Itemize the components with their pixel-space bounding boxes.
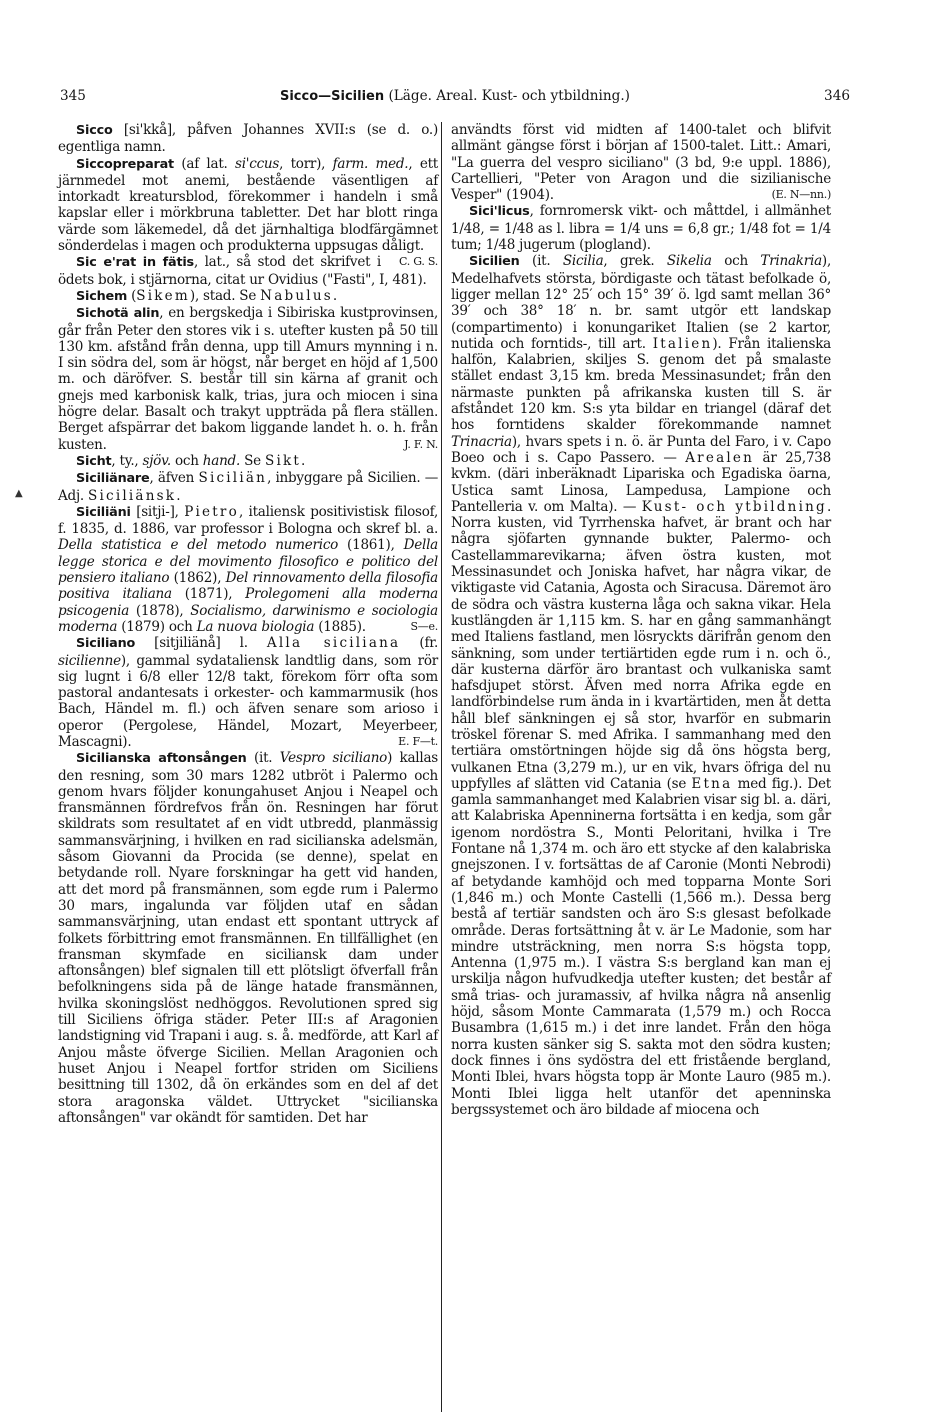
headword: Sici'licus xyxy=(469,204,530,220)
entry-sichem xyxy=(58,288,438,305)
spaced-term: Pietro xyxy=(184,503,239,520)
entry-sicilianare xyxy=(58,470,438,504)
fraction: 1/48 xyxy=(738,220,769,237)
headword: Siciliänare xyxy=(76,471,150,487)
page-number-left: 345 xyxy=(60,88,86,104)
cross-reference: Etna xyxy=(691,775,733,792)
headword: Sichotä alin xyxy=(76,306,160,322)
headword: Sic e'rat in fätis xyxy=(76,255,194,271)
entry-text: med fig.). Det gamla sammanhanget med Kalabrien visar sig bl. a. däri, att Kalabriska Apenninerna fortsätta i en kedja, som går igenom nordöstra S., Monti Peloritani, hvilka i Tre Fontane nå 1,374 m. och äro ett stycke af den kalabriska gnejszonen. I v. fortsättas de af Caronie (Monti Nebrodi) af betydande kamhöjd och med topparna Monte Sori (1,846 m.) och Monte Castelli (1,566 m.). Dessa berg bestå af tertiär sandsten och äro S:s glesast befolkade område. Deras fortsättning åt v. är Le Madonie, som har mindre utsträckning, men norra S:s högsta topp, Antenna (1,975 m.). I västra S:s bergland kan man ej urskilja någon hufvudkedja utefter kusten; det består af små trias- och juramassiv, af hvilka några nå ansenlig höjd, såsom Monte Cammarata (1,579 m.) och Rocca Busambra (1,615 m.) i det inre landet. Från den höga norra kusten sänker sig S. sakta mot den södra kusten; dock finnes i öns sydöstra del ett fristående bergland, Monti Iblei, hvars högsta topp är Monte Lauro (985 m.). Monti Iblei ligga helt utanför det apenninska bergssystemet och äro bildade af miocena och xyxy=(451,775,831,1118)
entry-text: ), gammal sydataliensk landtlig dans, som rör sig lugnt i xyxy=(58,652,438,685)
entry-text: och xyxy=(170,452,203,469)
entry-text: (1879) och xyxy=(117,618,197,635)
headword: Sicco xyxy=(76,123,113,138)
entry-text: ( xyxy=(127,287,137,304)
italic-term: Sicilia xyxy=(562,253,604,270)
book-title: La nuova biologia xyxy=(196,618,315,635)
entry-text: ). Från italienska halfön, Kalabrien, skiljes S. genom det på smalaste stället endast 3,15 km. breda Messinasundet; från den närmaste punkten på afrikanska kusten till S. är afståndet 120 km. S:s yta bildar en triangel (däraf det hos forntidens skalder förekommande namnet xyxy=(451,335,831,434)
spaced-term: Alla siciliana xyxy=(266,635,401,652)
spaced-term: Siciliänsk xyxy=(88,487,177,504)
entry-text: (1885). xyxy=(314,618,366,635)
running-title-headwords: Sicco—Sicilien xyxy=(279,89,385,104)
fraction: 1/4 xyxy=(809,220,831,237)
entry-text: , äfven xyxy=(149,470,199,487)
italic-term: Trinacria xyxy=(451,433,512,450)
entry-sicilicus xyxy=(451,203,831,253)
fraction: 1/48 xyxy=(485,237,516,254)
entry-text: [sitji-], xyxy=(130,503,185,520)
entry-siciliano xyxy=(58,635,438,750)
entry-text: (1862), xyxy=(169,570,226,587)
entry-text: (it. xyxy=(246,750,280,767)
left-column xyxy=(58,122,438,1126)
entry-text: . Norra kusten, vid Tyrrhenska hafvet, är brant och har några sjöfarten gynnande bukter, Palermo- och Castellammarevikarna; äfven östra kusten, mot Messinasundet och Joniska hafvet, har några vikar, de viktigaste vid Catania, Agosta och Siracusa. Däremot äro de södra och västra kusterna låga och sakna vikar. Hela kustlängden är 1,115 km. S. har en gång sammanhängt med Italiens fastland, men lösryckts därifrån genom den sänkning, som under tertiärtiden egde rum i n. och ö., där kusterna därför äro brantast och vulkaniska samt hafsdjupet störst. Äfven med norra Afrika egde en landförbindelse rum ända in i kvartärtiden, men åt detta håll blef sänkningen ej så stor, hvarför en submarin tröskel förenar S. med Afrika. I sammanhang med den tertiära omstörtningen höjde sig då öns högsta berg, vulkanen Etna (3,279 m.), ur en vik, hvars öfriga del nu uppfylles af slätten vid Catania (se xyxy=(451,498,831,792)
entry-text: är 25,738 kvkm. (däri inberäknadt Lipariska och Egadiska öarna, Ustica samt Linosa, Lampedusa, Lampione och Pantelleria v. om Malta). — xyxy=(451,449,831,515)
entry-sichota-alin xyxy=(58,305,438,453)
author-signature: E. F—t. xyxy=(398,734,438,748)
entry-text: (1861), xyxy=(338,537,404,554)
entry-text: . xyxy=(301,452,306,469)
headword: Sicilien xyxy=(469,254,520,270)
italic-term: si'ccus xyxy=(235,155,280,172)
time-signature: 12/8 xyxy=(206,668,236,685)
headword: Sicht xyxy=(76,453,112,469)
section-heading: Arealen xyxy=(685,449,755,466)
author-signature: J. F. N. xyxy=(404,437,438,451)
italic-term: Sikelia xyxy=(666,253,712,270)
entry-continuation xyxy=(451,122,831,203)
fraction: 1/4 xyxy=(619,220,641,237)
entry-sicilianska-aftonsangen xyxy=(58,750,438,1126)
headword: Siciliäni xyxy=(76,504,131,520)
book-title: Del rinnovamento della filosofia positiva italiana xyxy=(58,570,438,603)
entry-text: [si'kkå], påfven Johannes XVII:s (se d. o.) egentliga namn. xyxy=(58,122,438,156)
entry-text: , torr), xyxy=(279,155,333,172)
book-title: Socialismo, darwinismo e sociologia moderna xyxy=(58,602,438,635)
entry-text: , italiensk positivistisk filosof, f. 1835, d. 1886, var professor i Bologna och skref bl. a. xyxy=(58,503,438,538)
spaced-term: Siciliän xyxy=(198,470,268,487)
entry-text: tum; xyxy=(451,237,486,254)
entry-text: (it. xyxy=(519,253,563,270)
author-signature: C. G. S. xyxy=(398,255,438,269)
entry-sicht xyxy=(58,453,438,470)
entry-text: ), Medelhafvets största, bördigaste och tätast befolkade ö, ligger mellan 12° 25′ och 15° 39′ ö. lgd samt mellan 36° 39′ och 38° 18′ n. br. samt utgör ett landskap (compartimento) i konungariket Italien (se 2 kartor, nutida och forntids-, till art. xyxy=(451,253,831,352)
italic-term: sicilienne xyxy=(58,652,121,669)
entry-text: jugerum (plogland). xyxy=(515,237,651,254)
entry-text: , fornromersk vikt- och måttdel, i allmänhet xyxy=(529,203,831,220)
italic-term: hand. xyxy=(202,452,241,469)
headword: Siciliano xyxy=(76,636,136,652)
entry-sicilien xyxy=(451,253,831,1118)
headword: Siccopreparat xyxy=(76,156,174,172)
headword: Sicilianska aftonsången xyxy=(76,751,247,767)
book-title: Della legge storica e del movimento filosofico e politico del pensiero italiano xyxy=(58,537,438,587)
entry-text: användts först vid midten af 1400-talet och blifvit allmänt gängse först i början af 1500-talet. Litt.: Amari, "La guerra del vespro siciliano" (3 bd, 9:e uppl. 1886), Cartellieri, "Peter von Aragon und die sizilianische Vesper" (1904). xyxy=(451,122,831,204)
book-title: Della statistica e del metodo numerico xyxy=(58,537,339,554)
entry-text: , grek. xyxy=(603,253,667,270)
entry-text: (fr. xyxy=(400,635,438,652)
column-divider xyxy=(441,122,442,1412)
headword: Sichem xyxy=(76,288,128,304)
entry-text: . xyxy=(176,487,181,504)
book-title: Prolegomeni alla moderna psicogenia xyxy=(58,586,438,619)
entry-text: eller xyxy=(160,668,207,685)
running-title xyxy=(60,88,850,104)
spaced-term: Sikem xyxy=(136,287,190,304)
section-heading: Kust- och ytbildning xyxy=(641,498,827,515)
cross-reference: Nabulus xyxy=(260,287,333,304)
margin-mark: ▲ xyxy=(15,488,23,499)
running-header xyxy=(60,88,850,108)
entry-text: (1878), xyxy=(129,602,191,619)
author-signature: (E. N—nn.) xyxy=(771,188,831,202)
author-signature: S—e. xyxy=(410,619,438,633)
entry-text: , ett järnmedel mot anemi, bestående väsentligen af intorkadt kreatursblod, förekommer i handeln i små kapslar eller i mörkbruna tabletter. Det har blott ringa värde som läkemedel, då det järnhaltiga blodfärgämnet sönderdelas i magen och produkterna uppsugas dåligt. xyxy=(58,155,438,255)
italic-term: sjöv. xyxy=(142,452,171,469)
entry-text: ), hvars spets i n. ö. är Punta del Faro, i v. Capo Boeo och i s. Capo Passero. — xyxy=(451,433,831,466)
entry-sicco xyxy=(58,122,438,156)
entry-text: fot = xyxy=(768,220,810,237)
entry-text: , lat., så stod det skrifvet i ödets bok, i stjärnorna, citat ur Ovidius ("Fasti", I, 481). xyxy=(58,254,427,288)
entry-text: ) kallas den resning, som 30 mars 1282 utbröt i Palermo och genom hvars följder konungahuset Anjou i Neapel och fransmännen fördrefvos från ön. Resningen har förut skildrats som resultatet af en vidt utbredd, planmässig sammansvärjning, i hvilken en rad sicilianska adelsmän, såsom Giovanni da Procida (se denne), spelat en betydande roll. Nyare forskningar ha gett vid handen, att det mord på fransmännen, som egde rum i Palermo 30 mars, ingalunda var följden utaf en sådan sammansvärjning, utan endast ett spontant uttryck af folkets förbittring emot fransmännen. En tillfällighet (en fransman skymfade en siciliansk dam under aftonsången) blef signalen till ett plötsligt öfverfall från befolkningens sida på de länge hatade fransmännen, hvilka skoningslöst nedhöggos. Revolutionen spred sig till Siciliens öfriga städer. Peter III:s af Aragonien landstigning vid Trapani i aug. s. å. medförde, att Karl af Anjou måste öfverge Sicilien. Mellan Aragonien och huset Anjou i Neapel fortfor striden om Siciliens besittning till 1302, då ön erkändes som en del af det stora aragonska väldet. Uttrycket "sicilianska aftonsången" var okändt för samtiden. Det har xyxy=(58,750,438,1126)
fraction: 1/48 xyxy=(451,220,481,237)
entry-text: och xyxy=(711,253,761,270)
entry-text: Se xyxy=(240,452,265,469)
time-signature: 6/8 xyxy=(139,668,161,685)
entry-text: takt, förekom förr ofta som pastoral andantesats i orkester- och kammarmusik (hos Bach, Händel m. fl.) och äfven senare som arioso i operor (Pergolese, Händel, Mozart, Meyerbeer, Mascagni). xyxy=(58,668,438,750)
entry-text: ), stad. Se xyxy=(189,287,261,304)
entry-text: as l. libra = xyxy=(533,220,620,237)
entry-text: , = xyxy=(480,220,505,237)
cross-reference: Sikt xyxy=(264,452,302,469)
entry-text: uns = 6,8 gr.; xyxy=(640,220,739,237)
italic-term: Trinakria xyxy=(760,253,822,270)
italic-term: farm. med. xyxy=(332,155,409,172)
entry-text: . xyxy=(332,287,337,304)
entry-text: (1871), xyxy=(171,586,246,603)
entry-text: (af lat. xyxy=(173,155,235,172)
page-number-right: 346 xyxy=(824,88,850,104)
entry-siciliani xyxy=(58,504,438,635)
running-title-topics: (Läge. Areal. Kust- och ytbildning.) xyxy=(384,88,630,104)
cross-reference: Italien xyxy=(652,335,713,352)
entry-text: , ty., xyxy=(111,452,143,469)
entry-text: , en bergskedja i Sibiriska kustprovinsen, går från Peter den stores vik i s. utefter kusten på 50 till 130 km. afstånd från denna, upp till Amurs mynning i n. I sin södra del, som är högst, når berget en höjd af 1,500 m. och däröfver. S. består till sin kärna af granit och gnejs med karbonisk kalk, trias, jura och miocen i sina högre delar. Basalt och trakyt uppträda på flera ställen. Berget afspärrar det bakom liggande landet h. o. h. från kusten. xyxy=(58,305,439,453)
italic-term: Vespro siciliano xyxy=(279,750,388,767)
entry-text: [sitjiliänå] l. xyxy=(135,635,267,652)
fraction: 1/48 xyxy=(504,220,534,237)
entry-text: , inbyggare på Sicilien. — Adj. xyxy=(58,470,438,504)
right-column xyxy=(451,122,831,1118)
